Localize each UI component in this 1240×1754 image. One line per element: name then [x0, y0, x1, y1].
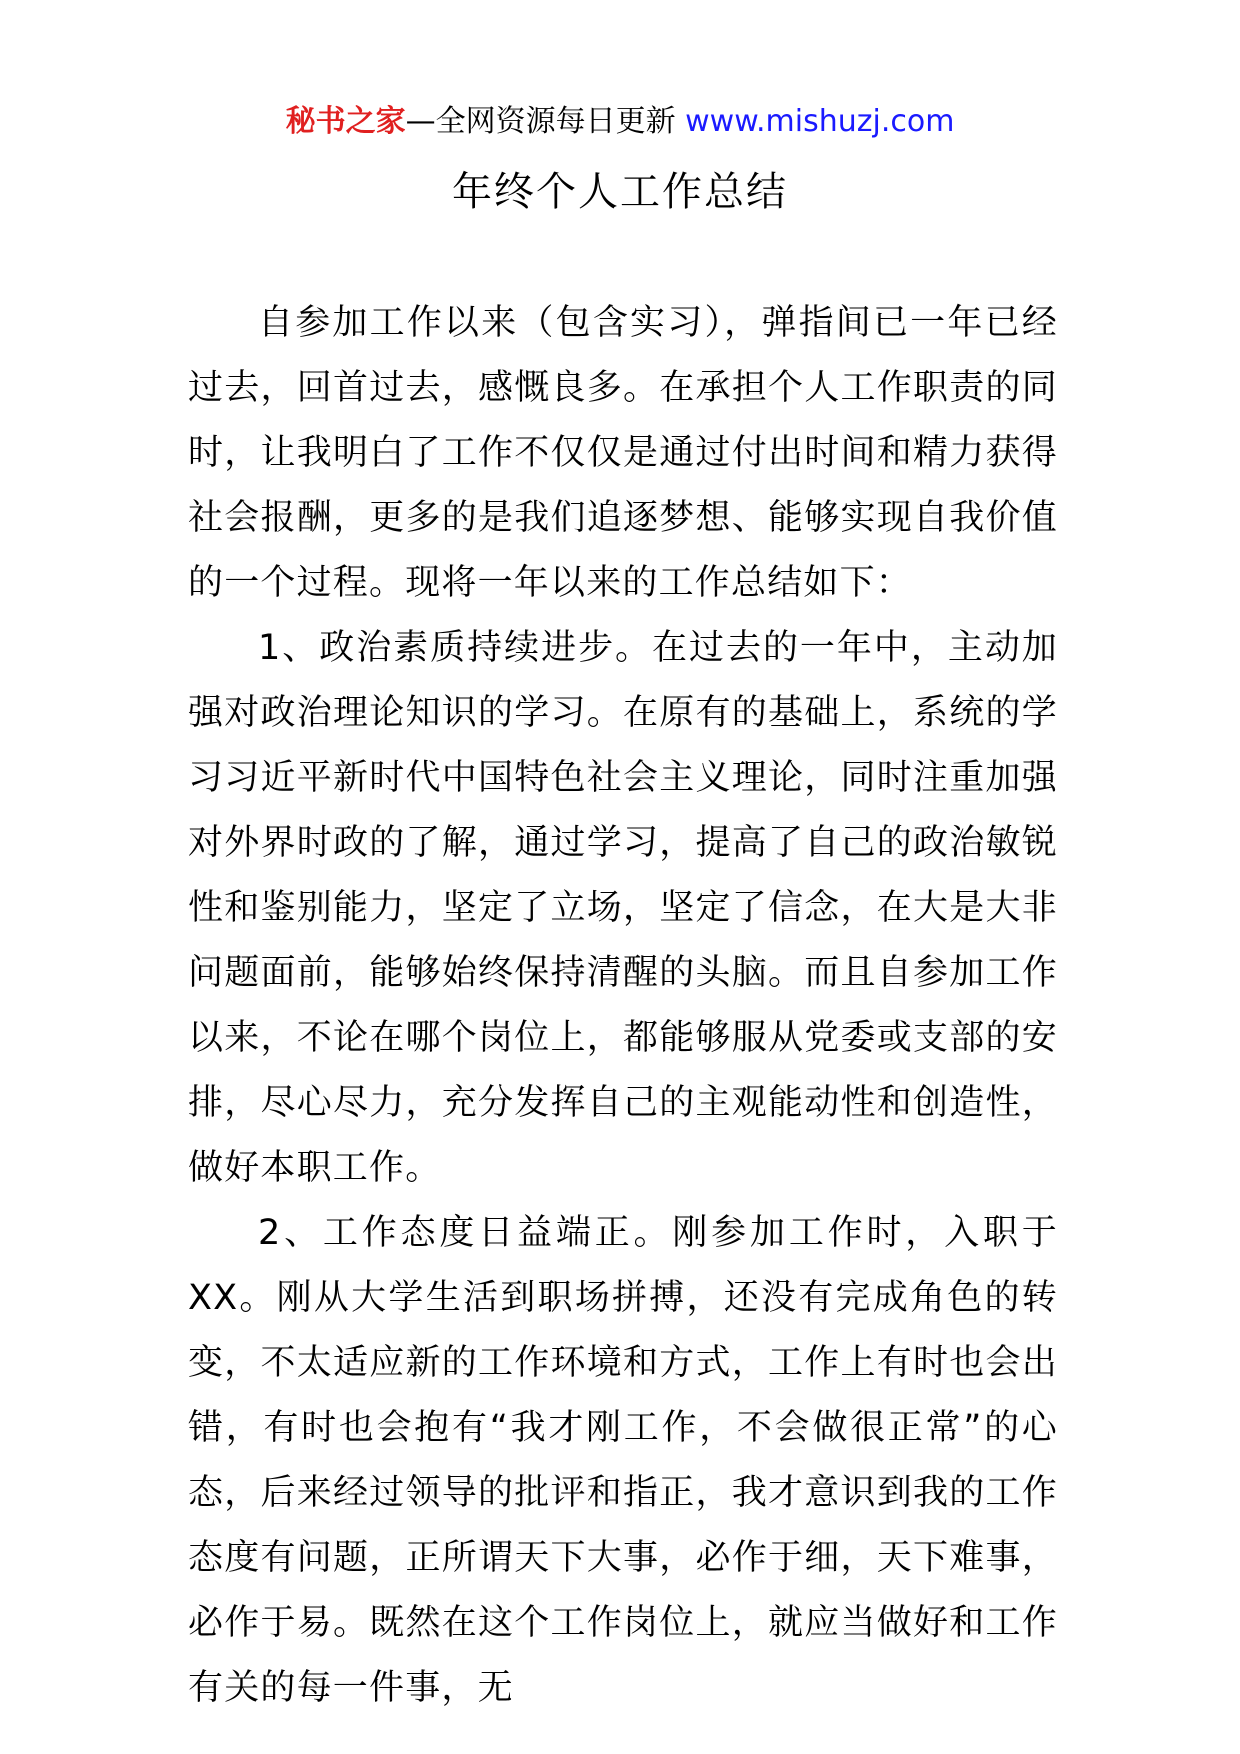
document-title: 年终个人工作总结	[452, 169, 788, 215]
document-body	[188, 291, 1058, 1721]
brand-name: 秘书之家	[285, 104, 406, 139]
paragraph-political-quality: 1、政治素质持续进步。在过去的一年中，主动加强对政治理论知识的学习。在原有的基础上，系统的学习习近平新时代中国特色社会主义理论，同时注重加强对外界时政的了解，通过学习，提高了自己的政治敏锐性和鉴别能力，坚定了立场，坚定了信念，在大是大非问题面前，能够始终保持清醒的头脑。而且自参加工作以来，不论在哪个岗位上，都能够服从党委或支部的安排，尽心尽力，充分发挥自己的主观能动性和创造性，做好本职工作。	[188, 628, 1058, 1188]
paragraph-work-attitude: 2、工作态度日益端正。刚参加工作时，入职于XX。刚从大学生活到职场拼搏，还没有完成角色的转变，不太适应新的工作环境和方式，工作上有时也会出错，有时也会抱有“我才刚工作，不会做很正常”的心态，后来经过领导的批评和指正，我才意识到我的工作态度有问题，正所谓天下大事，必作于细，天下难事，必作于易。既然在这个工作岗位上，就应当做好和工作有关的每一件事，无	[188, 1213, 1058, 1708]
header-tagline: —全网资源每日更新	[405, 104, 686, 139]
site-header	[0, 102, 1240, 142]
paragraph-intro: 自参加工作以来（包含实习），弹指间已一年已经过去，回首过去，感慨良多。在承担个人工作职责的同时，让我明白了工作不仅仅是通过付出时间和精力获得社会报酬，更多的是我们追逐梦想、能够实现自我价值的一个过程。现将一年以来的工作总结如下：	[188, 303, 1058, 603]
site-url-link[interactable]: www.mishuzj.com	[685, 104, 955, 139]
